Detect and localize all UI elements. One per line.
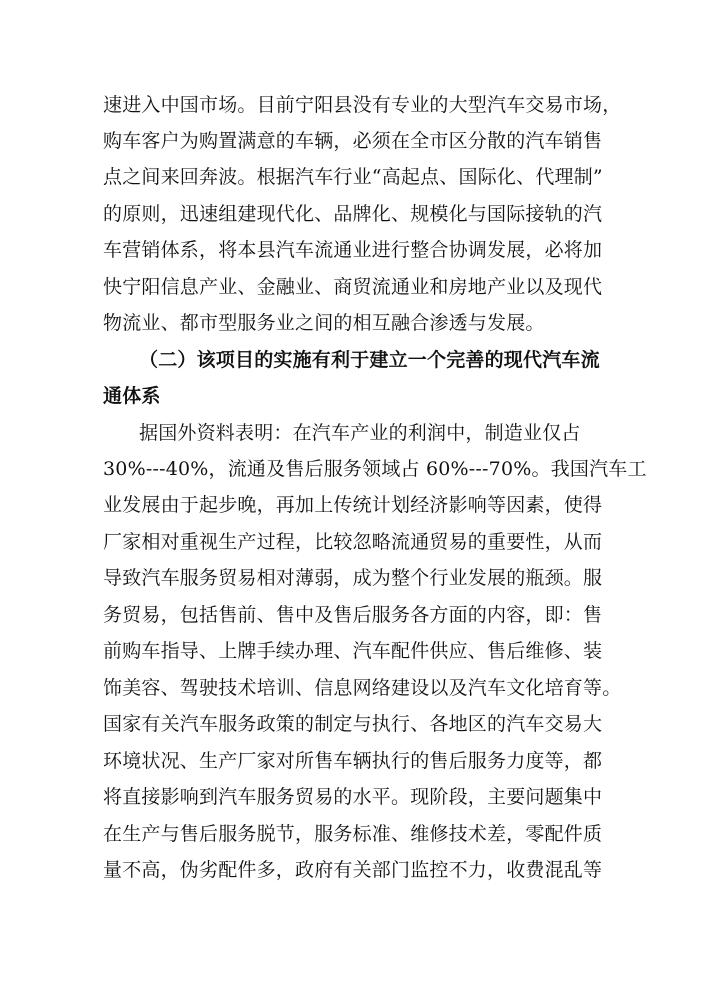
- paragraph-line: 车营销体系，将本县汽车流通业进行整合协调发展，必将加: [103, 239, 603, 261]
- paragraph-line: 导致汽车服务贸易相对薄弱，成为整个行业发展的瓶颈。服: [103, 567, 603, 589]
- paragraph-line: 环境状况、生产厂家对所售车辆执行的售后服务力度等，都: [103, 750, 603, 772]
- paragraph-line: 物流业、都市型服务业之间的相互融合渗透与发展。: [103, 312, 545, 334]
- paragraph-line: 前购车指导、上牌手续办理、汽车配件供应、售后维修、装: [103, 640, 603, 662]
- section-heading-continued: 通体系: [103, 385, 161, 407]
- paragraph-line: 将直接影响到汽车服务贸易的水平。现阶段，主要问题集中: [103, 786, 603, 808]
- paragraph-line: 的原则，迅速组建现代化、品牌化、规模化与国际接轨的汽: [103, 203, 603, 225]
- paragraph-line: 速进入中国市场。目前宁阳县没有专业的大型汽车交易市场，: [103, 94, 622, 116]
- section-heading: （二）该项目的实施有利于建立一个完善的现代汽车流: [139, 349, 600, 371]
- paragraph-line: 厂家相对重视生产过程，比较忽略流通贸易的重要性，从而: [103, 531, 603, 553]
- paragraph-line: 量不高，伪劣配件多，政府有关部门监控不力，收费混乱等: [103, 859, 603, 881]
- paragraph-line: 在生产与售后服务脱节，服务标准、维修技术差，零配件质: [103, 823, 603, 845]
- paragraph-line: 据国外资料表明：在汽车产业的利润中，制造业仅占: [139, 422, 581, 444]
- paragraph-line: 饰美容、驾驶技术培训、信息网络建设以及汽车文化培育等。: [103, 677, 622, 699]
- paragraph-line: 快宁阳信息产业、金融业、商贸流通业和房地产业以及现代: [103, 276, 603, 298]
- paragraph-line: 30%---40%，流通及售后服务领域占 60%---70%。我国汽车工: [103, 458, 647, 480]
- paragraph-line: 点之间来回奔波。根据汽车行业“高起点、国际化、代理制”: [103, 166, 603, 188]
- paragraph-line: 业发展由于起步晚，再加上传统计划经济影响等因素，使得: [103, 494, 603, 516]
- paragraph-line: 国家有关汽车服务政策的制定与执行、各地区的汽车交易大: [103, 713, 603, 735]
- paragraph-line: 务贸易，包括售前、售中及售后服务各方面的内容，即：售: [103, 604, 603, 626]
- paragraph-line: 购车客户为购置满意的车辆，必须在全市区分散的汽车销售: [103, 130, 603, 152]
